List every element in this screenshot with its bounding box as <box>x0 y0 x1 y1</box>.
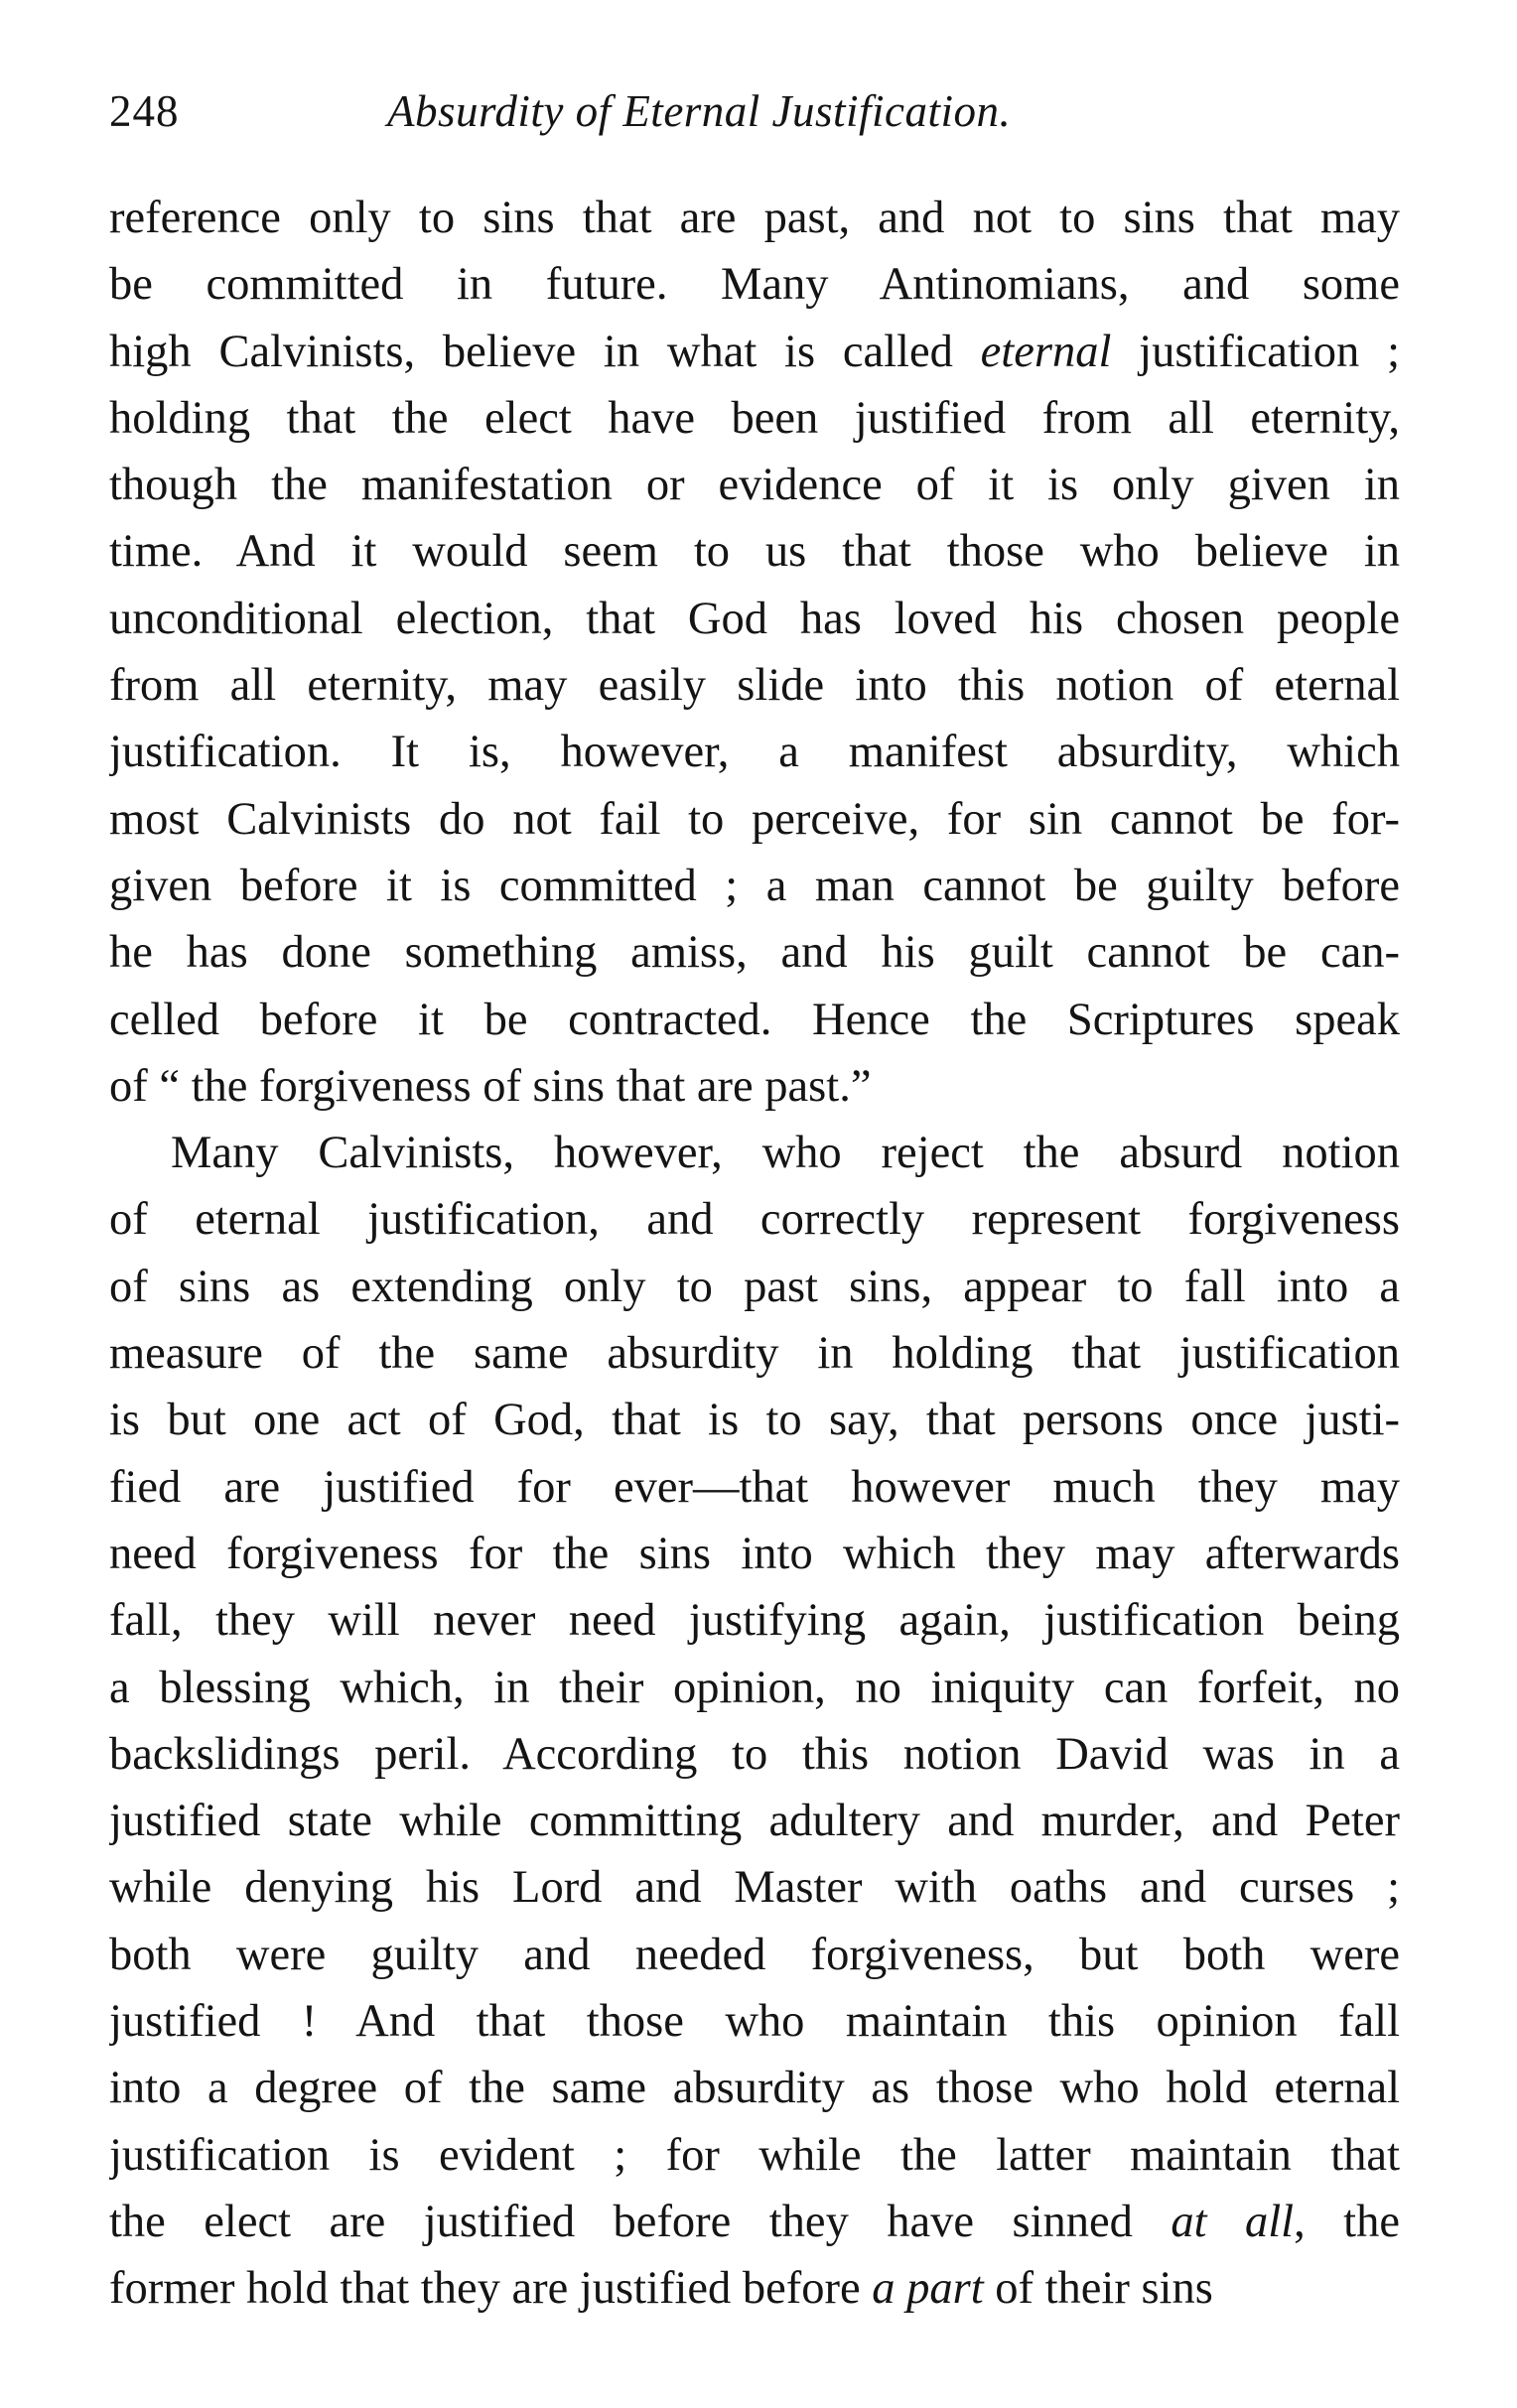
text-line <box>109 1387 1400 1453</box>
text-line <box>109 1053 1400 1120</box>
text-line <box>109 1655 1400 1721</box>
page-header <box>109 77 1400 149</box>
text-line <box>109 987 1400 1053</box>
text-segment: justification ; <box>1111 326 1400 377</box>
text-line <box>109 1587 1400 1654</box>
text-segment: former hold that they are justified before <box>109 2263 873 2315</box>
italic-text: at all <box>1171 2196 1295 2247</box>
text-line <box>109 1186 1400 1253</box>
text-line <box>109 319 1400 385</box>
text-segment: measure of the same absurdity in holding that justification <box>109 1328 1400 1380</box>
text-segment: reference only to sins that are past, and not to sins that may <box>109 193 1400 243</box>
text-line <box>109 2189 1400 2255</box>
text-line <box>109 652 1400 719</box>
text-segment: holding that the elect have been justified from all eternity, <box>109 392 1400 444</box>
text-segment: unconditional election, that God has loved his chosen people <box>109 593 1400 644</box>
text-segment: backslidings peril. According to this notion David was in a <box>109 1728 1400 1780</box>
text-segment: high Calvinists, believe in what is called <box>109 326 981 377</box>
text-segment: he has done something amiss, and his guilt cannot be can- <box>109 927 1400 979</box>
text-segment: of their sins <box>983 2263 1213 2315</box>
italic-text: eternal <box>980 326 1112 377</box>
text-segment: Many Calvinists, however, who reject the absurd notion <box>171 1128 1400 1179</box>
text-segment: fall, they will never need justifying again, justification being <box>109 1595 1400 1647</box>
text-segment: given before it is committed ; a man cannot be guilty before <box>109 860 1400 911</box>
text-segment: most Calvinists do not fail to perceive, for sin cannot be for- <box>109 793 1400 845</box>
text-segment: be committed in future. Many Antinomians, and some <box>109 259 1400 311</box>
text-segment: justified ! And that those who maintain this opinion fall <box>109 1996 1400 2048</box>
text-line <box>109 919 1400 986</box>
text-line <box>109 1721 1400 1788</box>
text-line <box>109 586 1400 652</box>
text-line <box>109 853 1400 919</box>
text-line <box>109 1454 1400 1521</box>
text-line <box>109 251 1400 318</box>
text-line <box>109 1788 1400 1854</box>
text-segment: though the manifestation or evidence of it is only given in <box>109 460 1400 511</box>
text-line <box>109 385 1400 452</box>
text-line <box>109 786 1400 853</box>
text-segment: the elect are justified before they have sinned <box>109 2196 1172 2247</box>
page-number: 248 <box>109 86 180 136</box>
paragraph <box>109 1120 1400 2322</box>
text-segment: while denying his Lord and Master with oaths and curses ; <box>109 1862 1400 1914</box>
text-line <box>109 1521 1400 1587</box>
text-segment: justified state while committing adultery and murder, and Peter <box>109 1796 1400 1847</box>
running-title: Absurdity of Eternal Justification. <box>387 86 1012 136</box>
text-segment: justification. It is, however, a manifest absurdity, which <box>109 727 1400 778</box>
text-line <box>109 185 1400 251</box>
book-page <box>109 77 1400 2323</box>
text-line <box>109 2122 1400 2189</box>
text-line <box>109 2055 1400 2121</box>
text-line <box>109 1320 1400 1387</box>
text-line <box>109 2255 1400 2322</box>
text-line <box>109 1120 1400 1186</box>
text-line <box>109 518 1400 585</box>
text-line <box>109 1988 1400 2055</box>
text-segment: is but one act of God, that is to say, that persons once justi- <box>109 1395 1400 1446</box>
text-line <box>109 1922 1400 1988</box>
text-segment: celled before it be contracted. Hence the Scriptures speak <box>109 994 1400 1045</box>
text-segment: justification is evident ; for while the latter maintain that <box>109 2129 1400 2181</box>
body-text <box>109 185 1400 2323</box>
text-segment: of eternal justification, and correctly represent forgiveness <box>109 1194 1400 1246</box>
paragraph <box>109 185 1400 1120</box>
text-segment: need forgiveness for the sins into which they may afterwards <box>109 1528 1400 1579</box>
text-segment: into a degree of the same absurdity as those who hold eternal <box>109 2063 1400 2114</box>
text-segment: a blessing which, in their opinion, no iniquity can forfeit, no <box>109 1662 1400 1713</box>
text-segment: of “ the forgiveness of sins that are past.” <box>109 1060 872 1112</box>
text-line <box>109 1254 1400 1320</box>
text-segment: time. And it would seem to us that those who believe in <box>109 526 1400 578</box>
text-segment: from all eternity, may easily slide into this notion of eternal <box>109 660 1400 712</box>
text-segment: , the <box>1294 2196 1400 2247</box>
text-segment: of sins as extending only to past sins, appear to fall into a <box>109 1261 1400 1312</box>
text-line <box>109 452 1400 518</box>
text-segment: both were guilty and needed forgiveness, but both were <box>109 1929 1400 1980</box>
italic-text: a part <box>872 2263 984 2315</box>
text-line <box>109 719 1400 785</box>
text-line <box>109 1854 1400 1921</box>
text-segment: fied are justified for ever—that however much they may <box>109 1461 1400 1513</box>
